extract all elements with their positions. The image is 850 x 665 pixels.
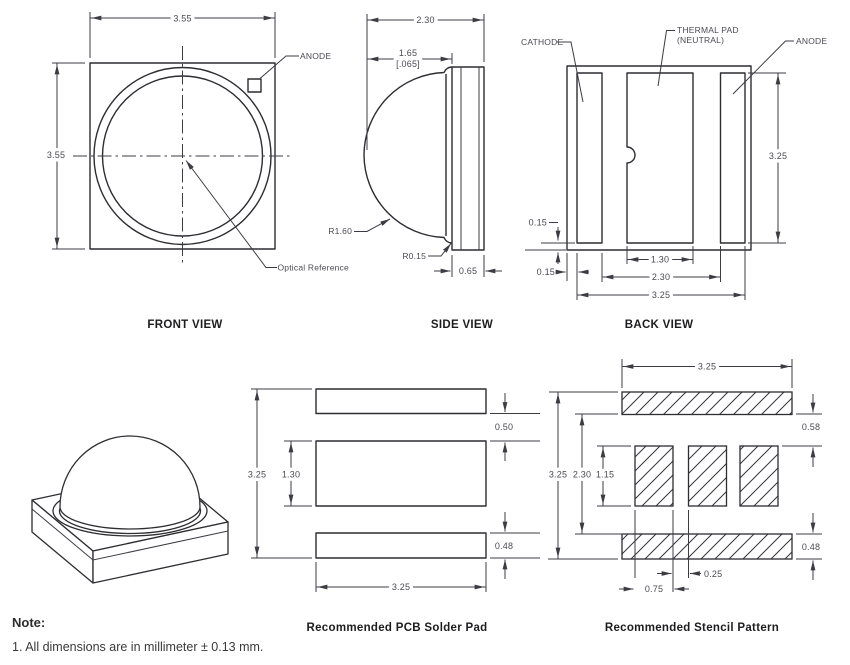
back-cathode-label: CATHODE — [521, 37, 564, 47]
side-dim-lens-inch: [.065] — [396, 59, 420, 69]
back-view — [521, 25, 827, 331]
pcb-pad-middle — [316, 441, 486, 506]
stencil-dim-top-gap: 0.58 — [801, 422, 821, 432]
back-view-caption: BACK VIEW — [624, 319, 694, 331]
back-anode-label: ANODE — [796, 36, 828, 46]
side-radius-dome: R1.60 — [328, 226, 352, 236]
back-dim-edge-gap-v: 0.15 — [528, 217, 547, 228]
front-view — [47, 12, 349, 331]
stencil-dim-window-h: 1.15 — [595, 469, 615, 480]
stencil-pattern — [548, 359, 822, 634]
pcb-solder-pad — [248, 389, 540, 634]
front-optical-label: Optical Reference — [277, 262, 349, 273]
front-anode-mark — [248, 79, 261, 92]
back-dim-outer-span: 3.25 — [651, 290, 671, 300]
side-dim-substrate: 0.65 — [458, 266, 478, 276]
stencil-window-3 — [740, 446, 778, 506]
isometric-view — [32, 436, 228, 583]
note-line1: 1. All dimensions are in millimeter ± 0.13 mm. — [12, 640, 264, 654]
back-thermal-label-1: THERMAL PAD — [677, 25, 739, 35]
stencil-dim-window-gap: 0.25 — [704, 569, 723, 579]
pcb-dim-top-gap: 0.50 — [494, 422, 514, 432]
back-dim-edge-gap-h: 0.15 — [536, 267, 555, 277]
side-view-caption: SIDE VIEW — [430, 319, 494, 331]
note-block — [12, 615, 263, 654]
side-radius-edge: R0.15 — [402, 251, 426, 261]
note-title: Note: — [12, 615, 46, 630]
pcb-pad-bottom — [316, 533, 486, 558]
stencil-dim-mid-span: 2.30 — [572, 469, 592, 480]
side-lens-dome — [364, 67, 452, 243]
stencil-dim-top-width: 3.25 — [697, 361, 717, 372]
pcb-dim-mid-pad: 1.30 — [281, 469, 301, 480]
pcb-caption: Recommended PCB Solder Pad — [306, 622, 488, 634]
back-dim-thermal-width: 1.30 — [650, 254, 670, 265]
stencil-dim-height: 3.25 — [548, 469, 568, 480]
front-anode-label: ANODE — [300, 51, 332, 61]
stencil-caption: Recommended Stencil Pattern — [604, 622, 780, 634]
stencil-window-1 — [635, 446, 673, 506]
back-cathode-pad — [577, 73, 602, 243]
pcb-pad-top — [316, 389, 486, 414]
stencil-top-aperture — [622, 392, 792, 415]
front-view-caption: FRONT VIEW — [147, 319, 223, 331]
side-dim-overall: 2.30 — [416, 15, 435, 25]
iso-lens-dome — [60, 436, 200, 529]
back-anode-pad — [721, 73, 746, 243]
pcb-dim-bottom-pad: 0.48 — [494, 541, 514, 551]
back-thermal-label-2: (NEUTRAL) — [677, 35, 725, 45]
pcb-dim-height: 3.25 — [247, 469, 267, 480]
back-dim-pad-height: 3.25 — [768, 151, 788, 161]
pcb-dim-width: 3.25 — [391, 582, 411, 592]
front-dim-top: 3.55 — [173, 13, 192, 24]
side-view — [328, 14, 502, 331]
back-package-outline — [567, 66, 751, 250]
stencil-dim-bottom-pad: 0.48 — [801, 542, 821, 552]
side-substrate-layers — [461, 67, 479, 250]
back-dim-inner-span: 2.30 — [651, 272, 671, 282]
stencil-bottom-aperture — [622, 534, 792, 559]
stencil-dim-window-w: 0.75 — [644, 584, 664, 594]
stencil-window-2 — [689, 446, 727, 506]
back-thermal-pad — [627, 73, 693, 243]
front-dim-left: 3.55 — [46, 150, 66, 160]
side-dim-lens: 1.65 — [398, 48, 418, 58]
